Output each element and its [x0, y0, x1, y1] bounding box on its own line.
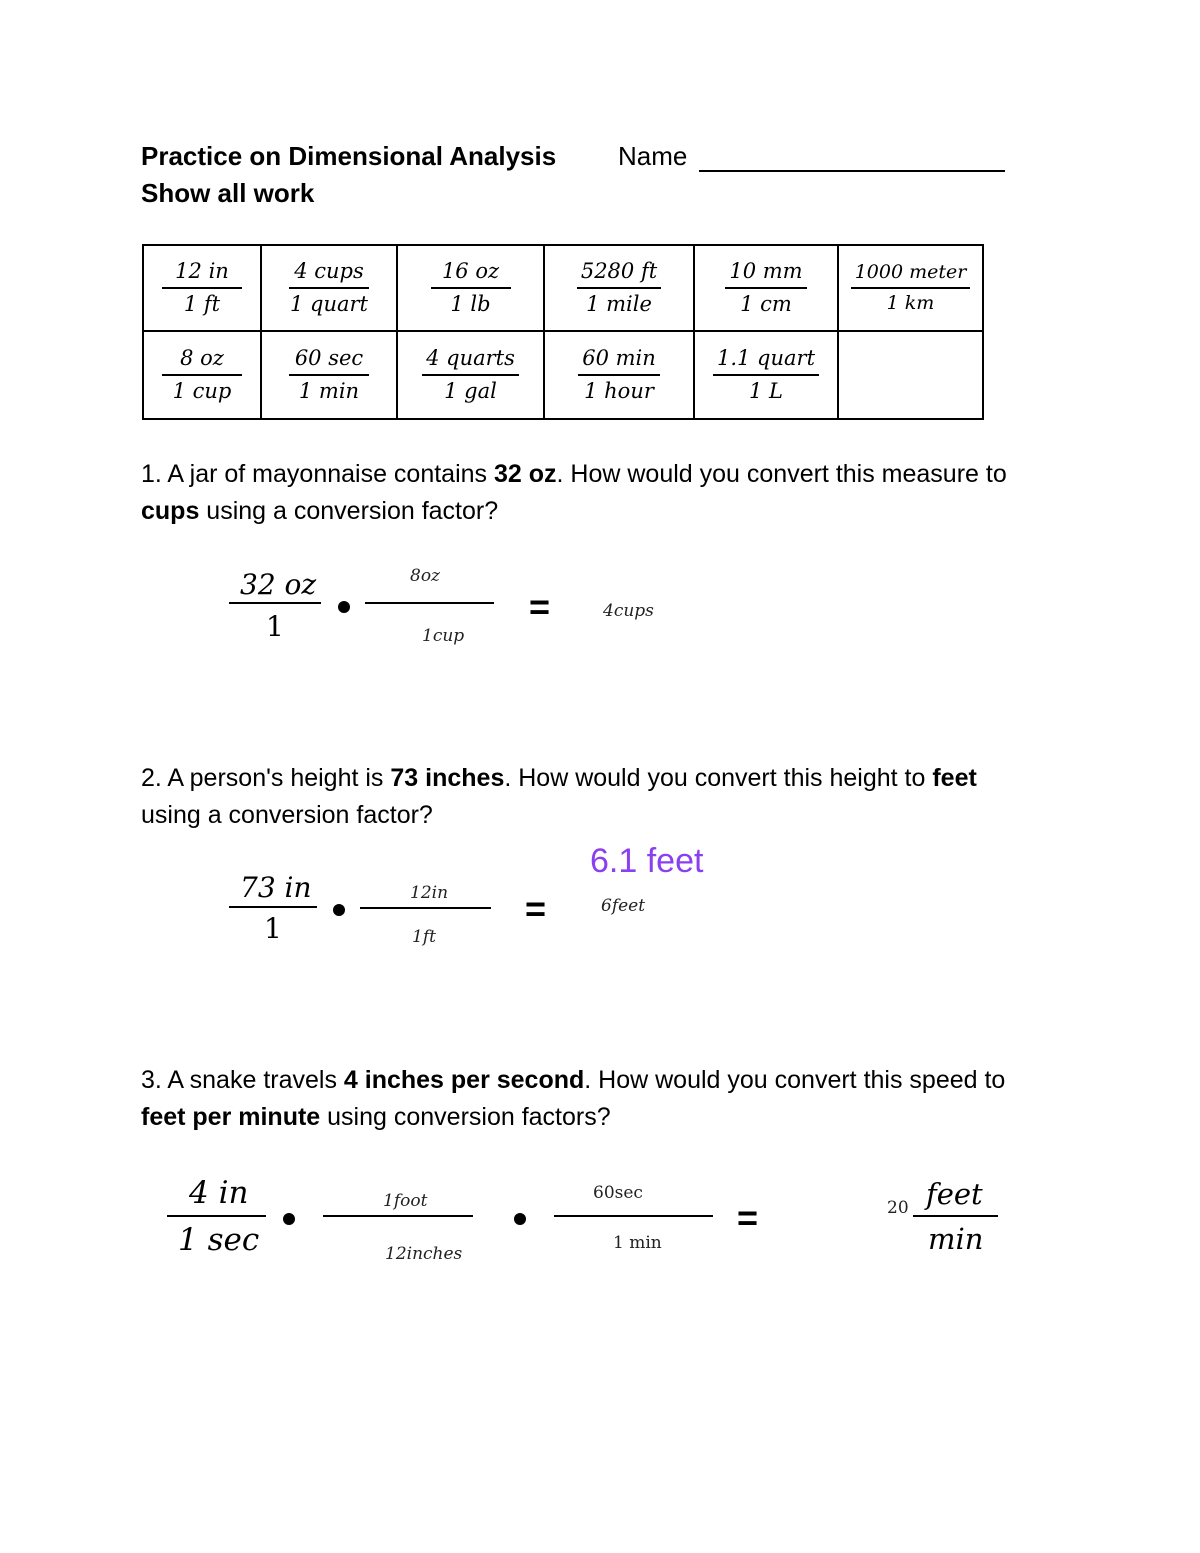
table-cell: $\frac{60 \min}{\text{1 hour}}$: [544, 331, 694, 419]
q3-factor1-fraction-bar: [323, 1215, 473, 1217]
equals-sign: =: [525, 888, 547, 929]
table-row: [143, 245, 983, 331]
q1-given-fraction-bar: [229, 602, 321, 604]
q1-factor-denominator[interactable]: 1cup: [422, 626, 465, 646]
q3-answer-fraction-bar: [913, 1215, 998, 1217]
table-cell: $\frac{16 oz}{1 lb}$: [397, 245, 544, 331]
q3-given-fraction-bar: [167, 1215, 266, 1217]
q1-given-numerator: 32 oz: [240, 568, 317, 601]
q2-given-numerator: 73 in: [240, 871, 312, 904]
question-3-text: 3. A snake travels 4 inches per second. How would you convert this speed to feet per minute using conversion factors?: [141, 1066, 1006, 1131]
table-cell: $\frac{\text{1000 meter}}{1 km}$: [838, 245, 983, 331]
q1-factor-numerator[interactable]: 8oz: [410, 566, 441, 586]
q2-factor-fraction-bar: [360, 907, 491, 909]
q2-handwritten-answer[interactable]: 6.1 feet: [590, 842, 704, 880]
q2-answer[interactable]: 6feet: [601, 896, 646, 916]
q3-answer-numerator[interactable]: feet: [926, 1177, 983, 1211]
name-label: Name: [618, 141, 688, 171]
table-cell: $\frac{10 mm}{1 cm}$: [694, 245, 838, 331]
q2-factor-denominator[interactable]: 1ft: [412, 927, 436, 947]
page-title: Practice on Dimensional Analysis: [141, 141, 557, 171]
multiply-dot: [338, 601, 350, 613]
q3-answer-denominator[interactable]: min: [928, 1222, 984, 1256]
question-1-text: 1. A jar of mayonnaise contains 32 oz. How would you convert this measure to cups using a conversion factor?: [141, 460, 1007, 525]
q3-factor2-numerator[interactable]: 60sec: [593, 1183, 643, 1203]
equals-sign: =: [529, 586, 551, 627]
table-cell: $\frac{60 \sec}{1 \min}$: [261, 331, 397, 419]
q2-factor-numerator[interactable]: 12in: [410, 883, 449, 903]
question-2-text: 2. A person's height is 73 inches. How would you convert this height to feet using a conversion factor?: [141, 764, 977, 829]
multiply-dot: [514, 1213, 526, 1225]
table-cell: $\frac{8 oz}{\text{1 cup}}$: [143, 331, 261, 419]
table-cell: $\frac{\text{1.1 quart}}{1 L}$: [694, 331, 838, 419]
q3-factor2-denominator[interactable]: 1 min: [613, 1233, 662, 1253]
table-cell-empty: [838, 331, 983, 419]
q3-factor2-fraction-bar: [554, 1215, 713, 1217]
table-cell: $\frac{\text{4 cups}}{\text{1 quart}}$: [261, 245, 397, 331]
q3-given-numerator: 4 in: [189, 1175, 249, 1211]
table-row: [143, 331, 983, 419]
name-blank-line[interactable]: [699, 170, 1005, 172]
q3-factor1-denominator[interactable]: 12inches: [385, 1244, 463, 1264]
q2-given-denominator: 1: [264, 912, 282, 945]
q3-factor1-numerator[interactable]: 1foot: [383, 1191, 428, 1211]
conversion-factor-table: [142, 244, 984, 420]
equals-sign: =: [737, 1197, 759, 1238]
q3-given-denominator: 1 sec: [178, 1222, 260, 1258]
page-subtitle: Show all work: [141, 178, 315, 208]
q1-given-denominator: 1: [266, 610, 284, 643]
q3-answer-coefficient[interactable]: 20: [887, 1198, 909, 1218]
q2-given-fraction-bar: [229, 906, 317, 908]
table-cell: $\frac{12 in}{1 ft}$: [143, 245, 261, 331]
table-cell: $\frac{\text{4 quarts}}{\text{1 gal}}$: [397, 331, 544, 419]
table-cell: $\frac{5280 ft}{\text{1 mile}}$: [544, 245, 694, 331]
multiply-dot: [333, 904, 345, 916]
q1-factor-fraction-bar: [365, 602, 494, 604]
q1-answer[interactable]: 4cups: [603, 601, 654, 621]
multiply-dot: [283, 1213, 295, 1225]
